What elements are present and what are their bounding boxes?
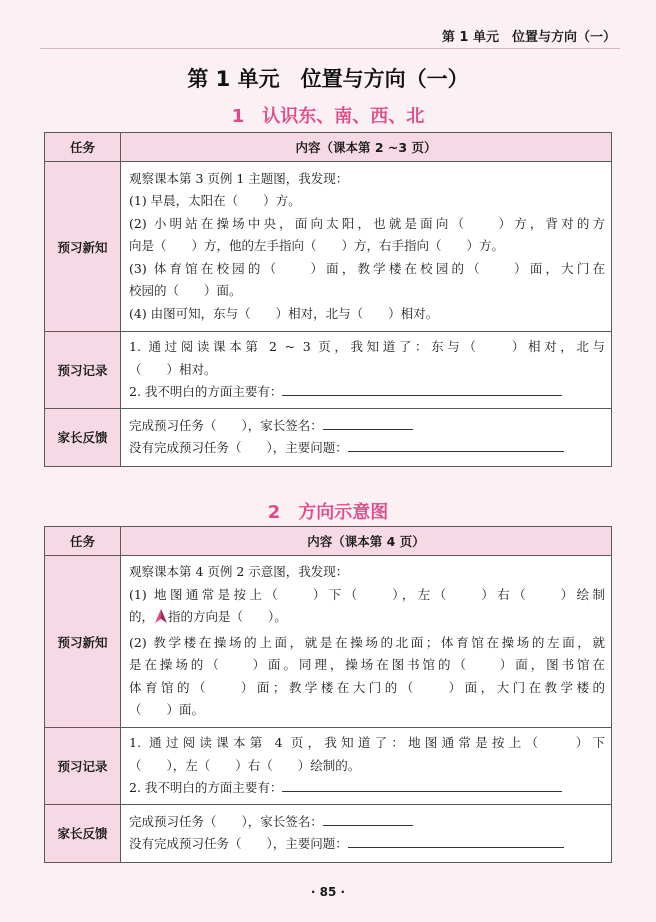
- record-content: [121, 332, 612, 409]
- text-line: [129, 811, 605, 834]
- text-line: 向是（ ）方，他的左手指向（ ）方，右手指向（ ）方。: [129, 238, 505, 254]
- text-line: （ ），左（ ）右（ ）绘制的。: [129, 757, 361, 773]
- header-content: 内容（课本第 2 ~3 页）: [121, 133, 612, 162]
- running-head: 第 1 单元 位置与方向（一）: [441, 30, 616, 45]
- problem-blank[interactable]: [348, 834, 564, 848]
- signature-blank[interactable]: [323, 416, 413, 430]
- record-label: 预习记录: [45, 728, 121, 805]
- answer-blank[interactable]: [282, 382, 562, 396]
- text-line: (4) 由图可知，东与（ ）相对，北与（ ）相对。: [129, 305, 439, 321]
- text-line: 校园的（ ）面。: [129, 283, 242, 299]
- problem-blank[interactable]: [348, 438, 564, 452]
- header-task: 任务: [45, 527, 121, 556]
- text-line: (3) 体育馆在校园的（ ）面，教学楼在校园的（ ）面，大门在: [129, 260, 605, 276]
- header-rule: [40, 48, 620, 49]
- feedback-label: 家长反馈: [45, 408, 121, 466]
- lesson-2-title: 2 方向示意图: [267, 502, 389, 523]
- text-fragment: 指的方向是（ ）。: [168, 609, 287, 625]
- text-line: (2) 教学楼在操场的上面，就是在操场的北面；体育馆在操场的左面，就: [129, 634, 605, 650]
- text-line: [129, 833, 605, 856]
- preview-content: [121, 162, 612, 332]
- not-completed-prompt: 没有完成预习任务（ ），主要问题：: [129, 836, 348, 851]
- text-line: 是在操场的（ ）面。同理，操场在图书馆的（ ）面，图书馆在: [129, 657, 605, 673]
- feedback-content: [121, 804, 612, 862]
- completed-prompt: 完成预习任务（ ），家长签名：: [129, 813, 323, 829]
- text-fragment: 的，: [129, 609, 155, 625]
- completed-prompt: 完成预习任务（ ），家长签名：: [129, 417, 323, 433]
- preview-label: 预习新知: [45, 556, 121, 728]
- question-prompt: 2. 我不明白的方面主要有：: [129, 384, 283, 399]
- preview-label: 预习新知: [45, 162, 121, 332]
- text-line: [129, 777, 605, 800]
- text-line: [129, 415, 605, 438]
- preview-content: [121, 556, 612, 728]
- text-line: 观察课本第 3 页例 1 主题图，我发现：: [129, 170, 349, 186]
- text-line: 1. 通过阅读课本第 2 ~ 3 页，我知道了：东与（ ）相对，北与: [129, 339, 605, 354]
- text-line: [129, 606, 605, 632]
- header-content: 内容（课本第 4 页）: [121, 527, 612, 556]
- record-content: [121, 728, 612, 805]
- text-line: 观察课本第 4 页例 2 示意图，我发现：: [129, 564, 349, 580]
- text-line: [129, 437, 605, 460]
- text-line: (1) 地图通常是按上（ ）下（ ），左（ ）右（ ）绘制: [129, 586, 605, 602]
- text-line: （ ）面。: [129, 702, 205, 718]
- answer-blank[interactable]: [282, 778, 562, 792]
- text-line: (1) 早晨，太阳在（ ）方。: [129, 193, 301, 209]
- header-task: 任务: [45, 133, 121, 162]
- question-prompt: 2. 我不明白的方面主要有：: [129, 780, 283, 795]
- text-line: （ ）相对。: [129, 361, 217, 377]
- text-line: (2) 小明站在操场中央，面向太阳，也就是面向（ ）方，背对的方: [129, 215, 605, 231]
- signature-blank[interactable]: [323, 812, 413, 826]
- lesson-1-title: 1 认识东、南、西、北: [231, 106, 425, 127]
- lesson-2-table: [44, 526, 612, 863]
- feedback-label: 家长反馈: [45, 804, 121, 862]
- record-label: 预习记录: [45, 332, 121, 409]
- feedback-content: [121, 408, 612, 466]
- page-number: · 85 ·: [310, 885, 346, 899]
- not-completed-prompt: 没有完成预习任务（ ），主要问题：: [129, 440, 348, 455]
- north-arrow-icon: [154, 608, 168, 632]
- text-line: [129, 381, 605, 404]
- text-line: 1. 通过阅读课本第 4 页，我知道了：地图通常是按上（ ）下: [129, 735, 605, 750]
- text-line: 体育馆的（ ）面；教学楼在大门的（ ）面，大门在教学楼的: [129, 679, 605, 695]
- lesson-1-table: [44, 132, 612, 467]
- unit-title: 第 1 单元 位置与方向（一）: [187, 67, 469, 91]
